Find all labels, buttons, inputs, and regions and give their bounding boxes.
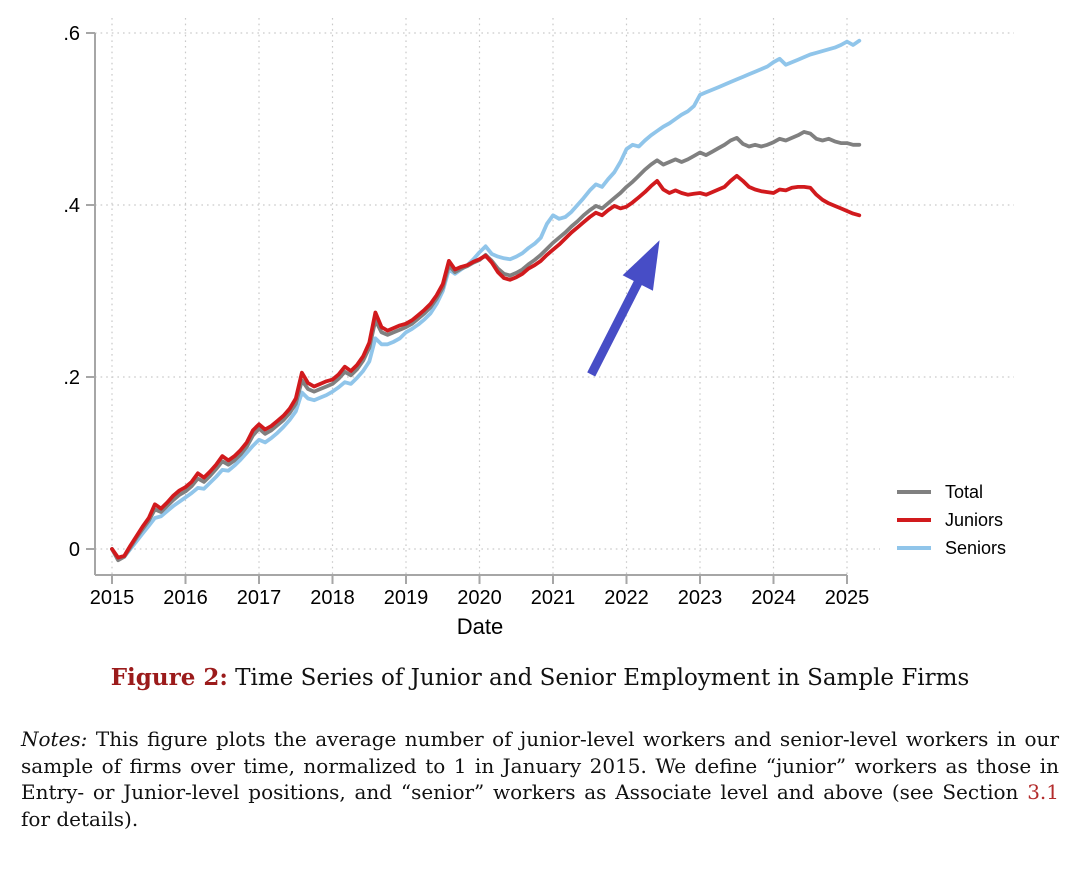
x-tick-label: 2022 <box>604 587 649 609</box>
x-tick-label: 2015 <box>89 587 135 609</box>
annotation-arrow-shaft <box>591 278 640 375</box>
y-tick-label: .4 <box>63 195 80 217</box>
figure-caption-label: Figure 2: <box>110 664 228 691</box>
y-tick-label: .2 <box>63 367 80 389</box>
legend-label-seniors: Seniors <box>945 538 1007 558</box>
x-tick-label: 2018 <box>310 587 355 609</box>
x-tick-label: 2016 <box>163 587 208 609</box>
series-line-total <box>112 132 859 560</box>
x-tick-label: 2025 <box>824 587 870 609</box>
section-link[interactable]: 3.1 <box>1027 780 1059 804</box>
figure-notes <box>21 726 1059 832</box>
x-tick-label: 2020 <box>457 587 502 609</box>
series-line-juniors <box>112 176 859 558</box>
notes-text-before-link: This figure plots the average number of junior-level workers and senior-level workers in our sample of firms over time, normalized to 1 in January 2015. We define “junior” workers as those in Entry- or Junior-level positions, and “senior” workers as Associate level and above (see Section <box>21 727 1059 804</box>
legend-label-juniors: Juniors <box>945 510 1004 530</box>
x-axis-title: Date <box>456 614 504 639</box>
figure-caption <box>0 664 1080 691</box>
legend-label-total: Total <box>945 482 984 502</box>
series-line-seniors <box>112 41 859 560</box>
x-tick-label: 2017 <box>236 587 282 609</box>
x-tick-label: 2023 <box>677 587 723 609</box>
x-tick-label: 2024 <box>751 587 796 609</box>
annotation-arrow-head <box>623 240 660 290</box>
y-tick-label: .6 <box>63 23 80 45</box>
notes-label: Notes: <box>21 727 88 751</box>
x-tick-label: 2019 <box>383 587 429 609</box>
notes-text-after-link: for details). <box>21 806 139 831</box>
x-tick-label: 2021 <box>530 587 576 609</box>
y-tick-label: 0 <box>68 539 80 561</box>
figure-caption-text: Time Series of Junior and Senior Employment in Sample Firms <box>227 665 970 691</box>
